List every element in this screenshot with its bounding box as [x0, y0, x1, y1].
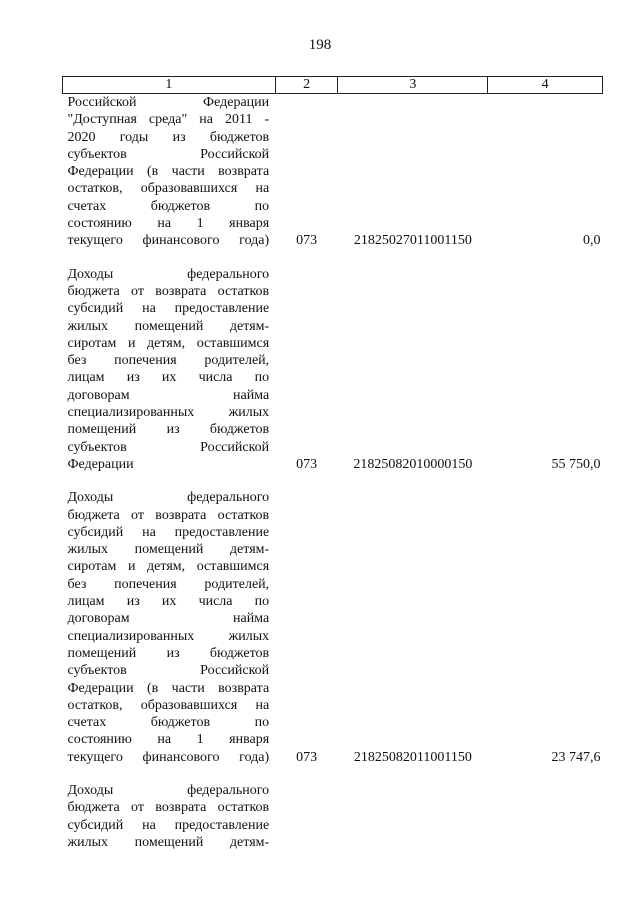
description-line: субъектов Российской — [67, 439, 270, 455]
description-line: договорам найма — [67, 387, 270, 403]
description-line: лицам из их числа по — [67, 594, 270, 610]
header-col-4: 4 — [488, 77, 603, 94]
description-line: Доходы федерального — [67, 782, 270, 798]
header-col-3: 3 — [338, 77, 488, 94]
amount-value — [488, 782, 603, 851]
income-description — [63, 489, 276, 766]
description-line: договорам найма — [67, 611, 270, 627]
table-body — [63, 94, 603, 852]
amount-value: 0,0 — [583, 233, 601, 249]
description-line: Федерации — [67, 456, 134, 472]
income-description — [63, 94, 276, 250]
description-line: состоянию на 1 января — [67, 732, 270, 748]
amount-value: 55 750,0 — [551, 456, 601, 472]
admin-code: 073 — [296, 233, 318, 249]
description-line: счетах бюджетов по — [67, 198, 270, 214]
description-line: Доходы федерального — [67, 266, 270, 282]
description-line: 2020 годы из бюджетов — [67, 129, 270, 145]
description-line: специализированных жилых — [67, 405, 270, 421]
table-row — [63, 94, 603, 250]
description-line: субсидий на предоставление — [67, 301, 270, 317]
admin-code: 073 — [296, 749, 318, 765]
description-line: остатков, образовавшихся на — [67, 181, 270, 197]
description-line: Доходы федерального — [67, 490, 270, 506]
description-line: Федерации (в части возврата — [67, 164, 270, 180]
description-line: текущего финансового года) — [67, 749, 270, 765]
description-line: без попечения родителей, — [67, 576, 270, 592]
description-line: сиротам и детям, оставшимся — [67, 335, 270, 351]
description-line: без попечения родителей, — [67, 353, 270, 369]
description-line: жилых помещений детям- — [67, 834, 270, 850]
description-line: Федерации (в части возврата — [67, 680, 270, 696]
table-header-row — [63, 77, 603, 94]
description-line: счетах бюджетов по — [67, 715, 270, 731]
row-spacer — [63, 250, 603, 266]
description-line: сиротам и детям, оставшимся — [67, 559, 270, 575]
admin-code: 073 — [296, 456, 318, 472]
description-line: жилых помещений детям- — [67, 318, 270, 334]
description-line: субсидий на предоставление — [67, 817, 270, 833]
page-number: 198 — [308, 37, 332, 53]
description-line: бюджета от возврата остатков — [67, 507, 270, 523]
budget-classification-code: 21825082011001150 — [353, 749, 472, 765]
description-line: помещений из бюджетов — [67, 645, 270, 661]
table-row — [63, 782, 603, 851]
table-row — [63, 266, 603, 474]
description-line: специализированных жилых — [67, 628, 270, 644]
description-line: Российской Федерации — [67, 95, 270, 110]
budget-classification-code: 21825027011001150 — [353, 233, 472, 249]
budget-table — [62, 76, 603, 851]
description-line: субсидий на предоставление — [67, 524, 270, 540]
description-line: лицам из их числа по — [67, 370, 270, 386]
description-line: текущего финансового года) — [67, 233, 270, 249]
amount-value: 23 747,6 — [551, 749, 601, 765]
description-line: субъектов Российской — [67, 146, 270, 162]
header-col-2: 2 — [275, 77, 338, 94]
budget-classification-code — [338, 782, 488, 851]
description-line: "Доступная среда" на 2011 - — [67, 112, 270, 128]
description-line: бюджета от возврата остатков — [67, 283, 270, 299]
income-description — [63, 782, 276, 851]
row-spacer — [63, 473, 603, 489]
description-line: состоянию на 1 января — [67, 216, 270, 232]
header-col-1: 1 — [63, 77, 276, 94]
income-description — [63, 266, 276, 474]
description-line: остатков, образовавшихся на — [67, 697, 270, 713]
table-row — [63, 489, 603, 766]
admin-code — [275, 782, 338, 851]
budget-classification-code: 21825082010000150 — [353, 456, 473, 472]
description-line: субъектов Российской — [67, 663, 270, 679]
description-line: бюджета от возврата остатков — [67, 800, 270, 816]
description-line: помещений из бюджетов — [67, 422, 270, 438]
description-line: жилых помещений детям- — [67, 542, 270, 558]
row-spacer — [63, 766, 603, 782]
